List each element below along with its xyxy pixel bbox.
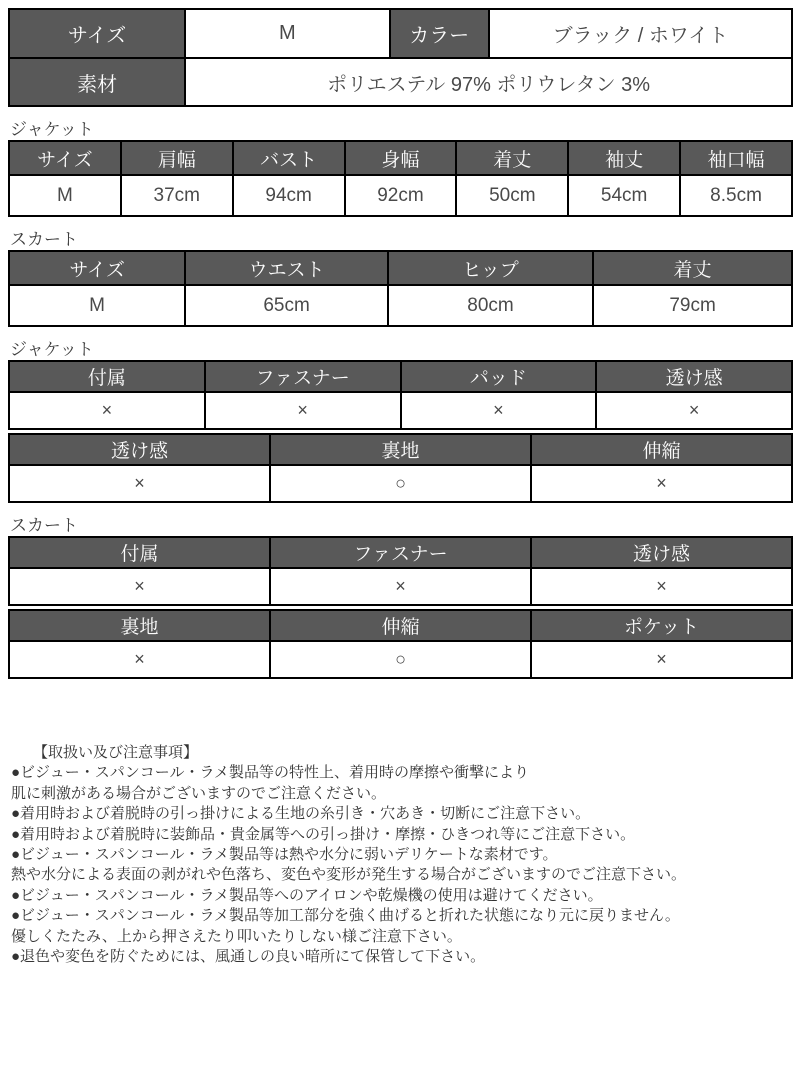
feature-mark-cell: × bbox=[270, 568, 531, 605]
header-cell: 裏地 bbox=[9, 610, 270, 641]
table-header-row bbox=[9, 434, 792, 465]
value-cell: 65cm bbox=[185, 285, 388, 326]
skirt-features-table-1 bbox=[8, 536, 793, 606]
feature-mark-cell: × bbox=[9, 392, 205, 429]
value-cell: 37cm bbox=[121, 175, 233, 216]
care-note-line: ●ビジュー・スパンコール・ラメ製品等の特性上、着用時の摩擦や衝撃により bbox=[11, 764, 530, 782]
header-cell: 伸縮 bbox=[531, 434, 792, 465]
care-note-line: 肌に刺激がある場合がございますのでご注意ください。 bbox=[11, 784, 387, 802]
table-value-row bbox=[9, 568, 792, 605]
table-header-row bbox=[9, 610, 792, 641]
header-cell: ファスナー bbox=[205, 361, 401, 392]
header-cell: バスト bbox=[233, 141, 345, 175]
color-value-cell: ブラック / ホワイト bbox=[489, 9, 792, 58]
feature-mark-cell: ○ bbox=[270, 465, 531, 502]
header-cell: サイズ bbox=[9, 141, 121, 175]
table-header-row bbox=[9, 361, 792, 392]
feature-mark-cell: × bbox=[531, 465, 792, 502]
header-cell: 袖丈 bbox=[568, 141, 680, 175]
care-note-line: 優しくたたみ、上から押さえたり叩いたりしない様ご注意下さい。 bbox=[11, 927, 462, 945]
care-notes-title: 【取扱い及び注意事項】 bbox=[33, 744, 199, 761]
care-note-line: ●ビジュー・スパンコール・ラメ製品等は熱や水分に弱いデリケートな素材です。 bbox=[11, 846, 558, 864]
jacket-features-table-2 bbox=[8, 433, 793, 503]
care-note-line: 熱や水分による表面の剥がれや色落ち、変色や変形が発生する場合がございますのでご注意下さい。 bbox=[11, 866, 687, 884]
value-cell: 92cm bbox=[345, 175, 457, 216]
value-cell: M bbox=[9, 285, 185, 326]
skirt-size-section-label: スカート bbox=[10, 230, 78, 249]
header-cell: サイズ bbox=[9, 251, 185, 285]
table-row bbox=[9, 58, 792, 106]
feature-mark-cell: ○ bbox=[270, 641, 531, 678]
jacket-size-table bbox=[8, 140, 793, 217]
header-cell: ポケット bbox=[531, 610, 792, 641]
jacket-features-table-1 bbox=[8, 360, 793, 430]
value-cell: 79cm bbox=[593, 285, 792, 326]
header-cell: ヒップ bbox=[388, 251, 593, 285]
skirt-features-table-2 bbox=[8, 609, 793, 679]
table-header-row bbox=[9, 251, 792, 285]
care-note-line: ●着用時および着脱時の引っ掛けによる生地の糸引き・穴あき・切断にご注意下さい。 bbox=[11, 805, 591, 823]
value-cell: 80cm bbox=[388, 285, 593, 326]
jacket-size-section-label: ジャケット bbox=[10, 120, 94, 139]
jacket-features-section-label: ジャケット bbox=[10, 340, 94, 359]
color-label-cell: カラー bbox=[390, 9, 489, 58]
header-cell: 透け感 bbox=[596, 361, 792, 392]
header-cell: 透け感 bbox=[9, 434, 270, 465]
value-cell: 94cm bbox=[233, 175, 345, 216]
value-cell: 54cm bbox=[568, 175, 680, 216]
header-cell: 肩幅 bbox=[121, 141, 233, 175]
size-label-cell: サイズ bbox=[9, 9, 185, 58]
header-cell: 伸縮 bbox=[270, 610, 531, 641]
value-cell: 8.5cm bbox=[680, 175, 792, 216]
material-label-cell: 素材 bbox=[9, 58, 185, 106]
size-value-cell: M bbox=[185, 9, 389, 58]
table-value-row bbox=[9, 465, 792, 502]
header-cell: 裏地 bbox=[270, 434, 531, 465]
spec-info-table bbox=[8, 8, 793, 107]
header-cell: 付属 bbox=[9, 361, 205, 392]
header-cell: 透け感 bbox=[531, 537, 792, 568]
feature-mark-cell: × bbox=[205, 392, 401, 429]
value-cell: 50cm bbox=[456, 175, 568, 216]
header-cell: パッド bbox=[401, 361, 597, 392]
care-note-line: ●着用時および着脱時に装飾品・貴金属等への引っ掛け・摩擦・ひきつれ等にご注意下さい。 bbox=[11, 825, 636, 843]
header-cell: 着丈 bbox=[593, 251, 792, 285]
header-cell: 着丈 bbox=[456, 141, 568, 175]
table-value-row bbox=[9, 175, 792, 216]
table-value-row bbox=[9, 641, 792, 678]
feature-mark-cell: × bbox=[531, 641, 792, 678]
header-cell: 付属 bbox=[9, 537, 270, 568]
header-cell: ファスナー bbox=[270, 537, 531, 568]
skirt-size-table bbox=[8, 250, 793, 327]
feature-mark-cell: × bbox=[9, 568, 270, 605]
header-cell: 袖口幅 bbox=[680, 141, 792, 175]
table-header-row bbox=[9, 141, 792, 175]
care-note-line: ●ビジュー・スパンコール・ラメ製品等加工部分を強く曲げると折れた状態になり元に戻りません。 bbox=[11, 907, 680, 925]
care-note-line: ●退色や変色を防ぐためには、風通しの良い暗所にて保管して下さい。 bbox=[11, 948, 486, 966]
feature-mark-cell: × bbox=[9, 641, 270, 678]
table-header-row bbox=[9, 537, 792, 568]
table-value-row bbox=[9, 285, 792, 326]
material-value-cell: ポリエステル 97% ポリウレタン 3% bbox=[185, 58, 792, 106]
feature-mark-cell: × bbox=[531, 568, 792, 605]
value-cell: M bbox=[9, 175, 121, 216]
table-row bbox=[9, 9, 792, 58]
care-notes bbox=[10, 743, 793, 967]
care-note-line: ●ビジュー・スパンコール・ラメ製品等へのアイロンや乾燥機の使用は避けてください。 bbox=[11, 886, 603, 904]
feature-mark-cell: × bbox=[401, 392, 597, 429]
skirt-features-section-label: スカート bbox=[10, 516, 78, 535]
feature-mark-cell: × bbox=[596, 392, 792, 429]
table-value-row bbox=[9, 392, 792, 429]
header-cell: 身幅 bbox=[345, 141, 457, 175]
header-cell: ウエスト bbox=[185, 251, 388, 285]
feature-mark-cell: × bbox=[9, 465, 270, 502]
